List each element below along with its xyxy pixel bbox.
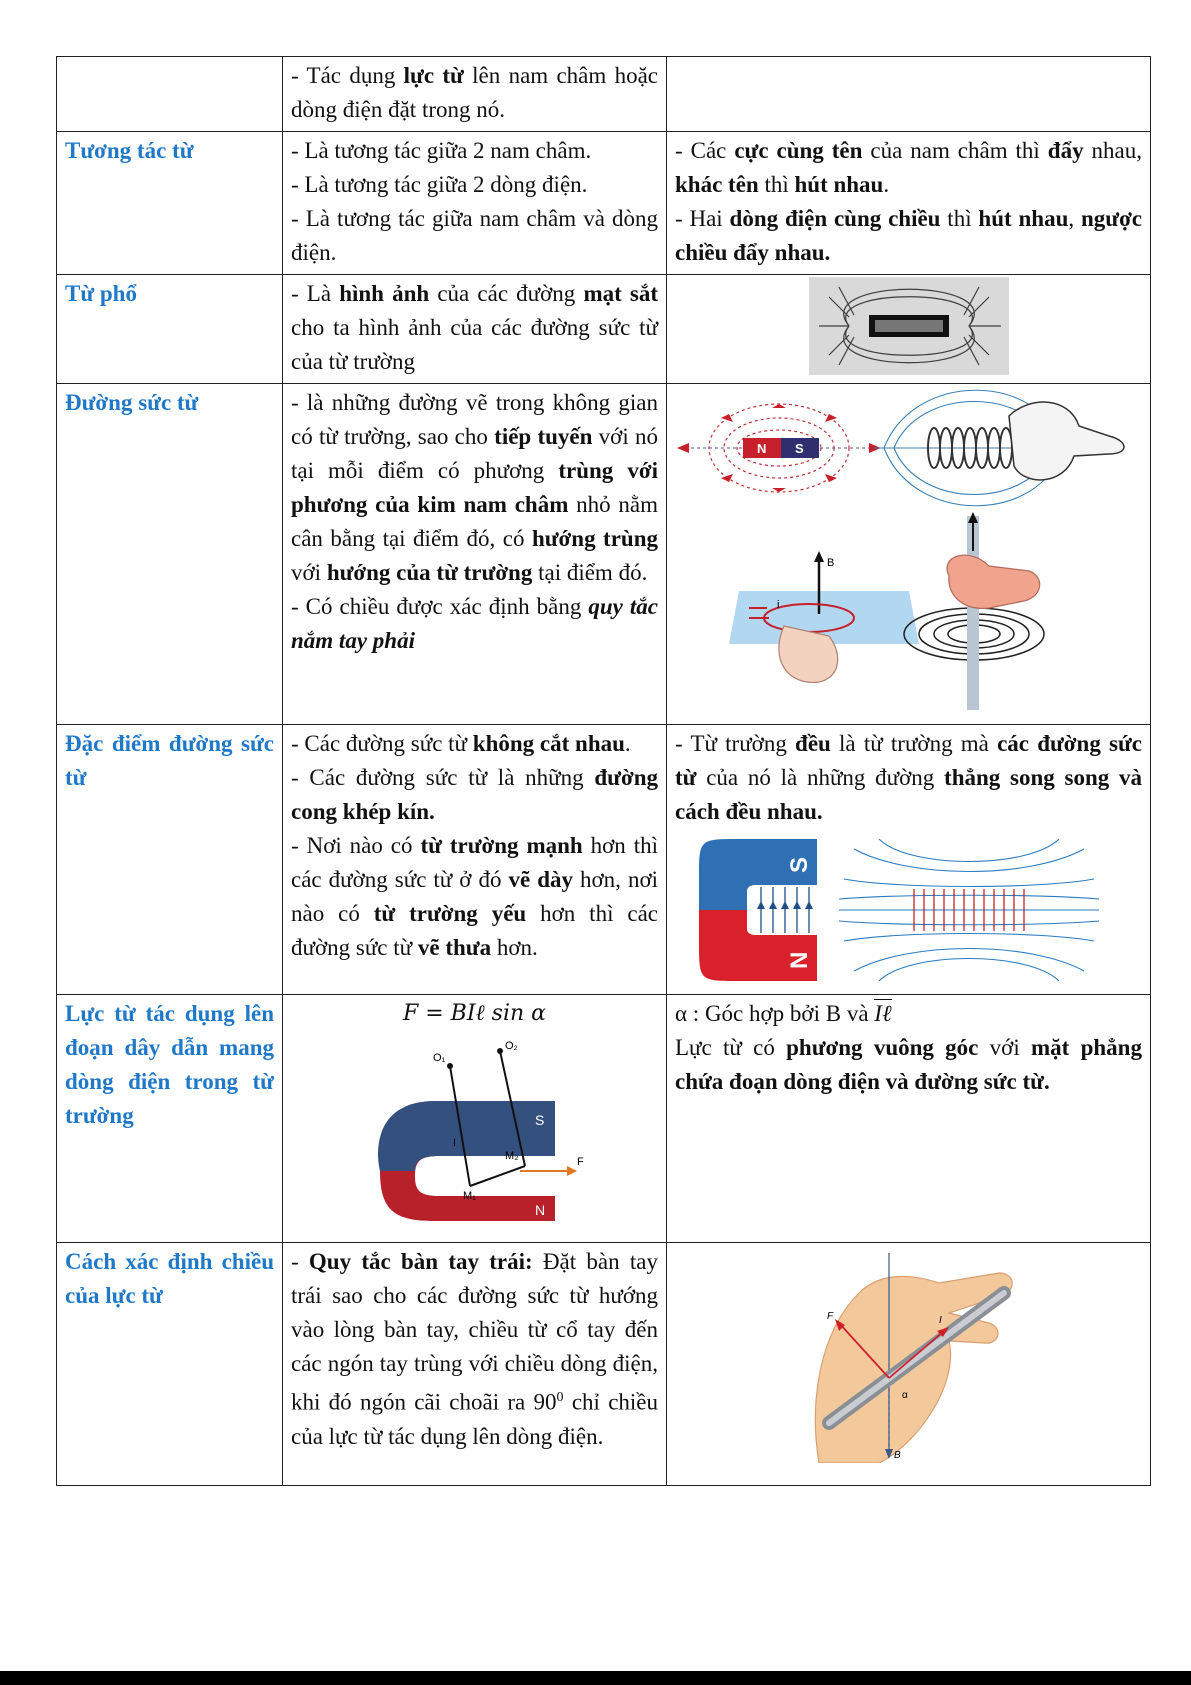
row-description: - Tác dụng lực từ lên nam châm hoặc dòng điện đặt trong nó. [283, 57, 667, 132]
iron-filings-image [809, 277, 1009, 375]
left-hand-figure-cell [667, 1243, 1151, 1486]
row-description: - Là tương tác giữa 2 nam châm. - Là tương tác giữa 2 dòng điện. - Là tương tác giữa nam châm và dòng điện. [283, 132, 667, 275]
hand-i-label: I [938, 1315, 942, 1326]
row-notes [667, 725, 1151, 995]
o2-label: O₂ [504, 1040, 518, 1052]
bar-magnet-field-figure [677, 404, 881, 492]
row-notes: α : Góc hợp bởi B và Iℓ Lực từ có phương vuông góc với mặt phẳng chứa đoạn dòng điện và đường sức từ. [667, 995, 1151, 1243]
current-i-label: i [777, 599, 780, 611]
row-heading: Đường sức từ [57, 384, 283, 725]
summary-table [56, 56, 1151, 1486]
magnet-s-label: S [795, 441, 804, 456]
m1-label: M₁ [462, 1190, 476, 1202]
row-notes: - Các cực cùng tên của nam châm thì đẩy nhau, khác tên thì hút nhau. - Hai dòng điện cùng chiều thì hút nhau, ngược chiều đẩy nhau. [667, 132, 1151, 275]
table-row [57, 275, 1151, 384]
row-description: - Các đường sức từ không cắt nhau. - Các đường sức từ là những đường cong khép kín. - Nơi nào có từ trường mạnh hơn thì các đường sức từ ở đó vẽ dày hơn, nơi nào có từ trường yếu hơn thì các đường sức từ vẽ thưa hơn. [283, 725, 667, 995]
row-heading: Lực từ tác dụng lên đoạn dây dẫn mang dòng điện trong từ trường [57, 995, 283, 1243]
page-bottom-rule [0, 1671, 1191, 1685]
row-heading [57, 57, 283, 132]
f-label: F [576, 1156, 584, 1168]
row-heading: Đặc điểm đường sức từ [57, 725, 283, 995]
field-lines-figures [669, 386, 1147, 712]
u-magnet-s-label: S [785, 856, 813, 873]
right-hand-icon [1009, 402, 1124, 480]
m2-label: M₂ [504, 1150, 518, 1162]
i-label: I [452, 1137, 456, 1149]
table-row [57, 57, 1151, 132]
force-formula: F = BIℓ sin α [402, 1001, 547, 1026]
left-hand-rule-figure [799, 1253, 1019, 1463]
row-heading: Từ phổ [57, 275, 283, 384]
thumb-hand-icon [947, 555, 1040, 608]
table-row [57, 995, 1151, 1243]
table-row [57, 384, 1151, 725]
magnet-n-label: N [757, 441, 767, 456]
row-heading: Tương tác từ [57, 132, 283, 275]
iron-filings-figure-cell [667, 275, 1151, 384]
wire-plane-figure [729, 551, 919, 682]
field-b-label: B [827, 557, 835, 569]
solenoid-field-figure [874, 390, 1124, 506]
field-lines-figure-cell [667, 384, 1151, 725]
uniform-field-note: - Từ trường đều là từ trường mà các đường sức từ của nó là những đường thẳng song song và cách đều nhau. [675, 731, 1142, 824]
force-magnet-s-label: S [534, 1112, 544, 1128]
row-description: - Là hình ảnh của các đường mạt sắt cho ta hình ảnh của các đường sức từ của từ trường [283, 275, 667, 384]
u-magnet-n-label: N [785, 951, 813, 969]
row-heading: Cách xác định chiều của lực từ [57, 1243, 283, 1486]
table-row [57, 132, 1151, 275]
row-description: - là những đường vẽ trong không gian có từ trường, sao cho tiếp tuyến với nó tại mỗi điểm có phương trùng với phương của kim nam châm nhỏ nằm cân bằng tại điểm đó, có hướng trùng với hướng của từ trường tại điểm đó. - Có chiều được xác định bằng quy tắc nắm tay phải [283, 384, 667, 725]
force-on-wire-figure [355, 1031, 595, 1231]
hand-alpha-label: α [901, 1390, 908, 1401]
o1-label: O₁ [432, 1052, 445, 1064]
straight-wire-figure [904, 512, 1044, 710]
force-formula-cell [283, 995, 667, 1243]
row-description: - Quy tắc bàn tay trái: Đặt bàn tay trái sao cho các đường sức từ hướng vào lòng bàn tay, chiều từ cổ tay đến các ngón tay trùng với chiều dòng điện, khi đó ngón cãi choãi ra $90^0$ chỉ chiều của lực từ tác dụng lên dòng điện. [283, 1243, 667, 1486]
hand-f-label: F [826, 1311, 833, 1322]
hand-b-label: B [893, 1450, 901, 1461]
uniform-field-figure [699, 839, 1119, 981]
table-row [57, 1243, 1151, 1486]
force-magnet-n-label: N [534, 1202, 545, 1218]
row-notes [667, 57, 1151, 132]
table-row [57, 725, 1151, 995]
